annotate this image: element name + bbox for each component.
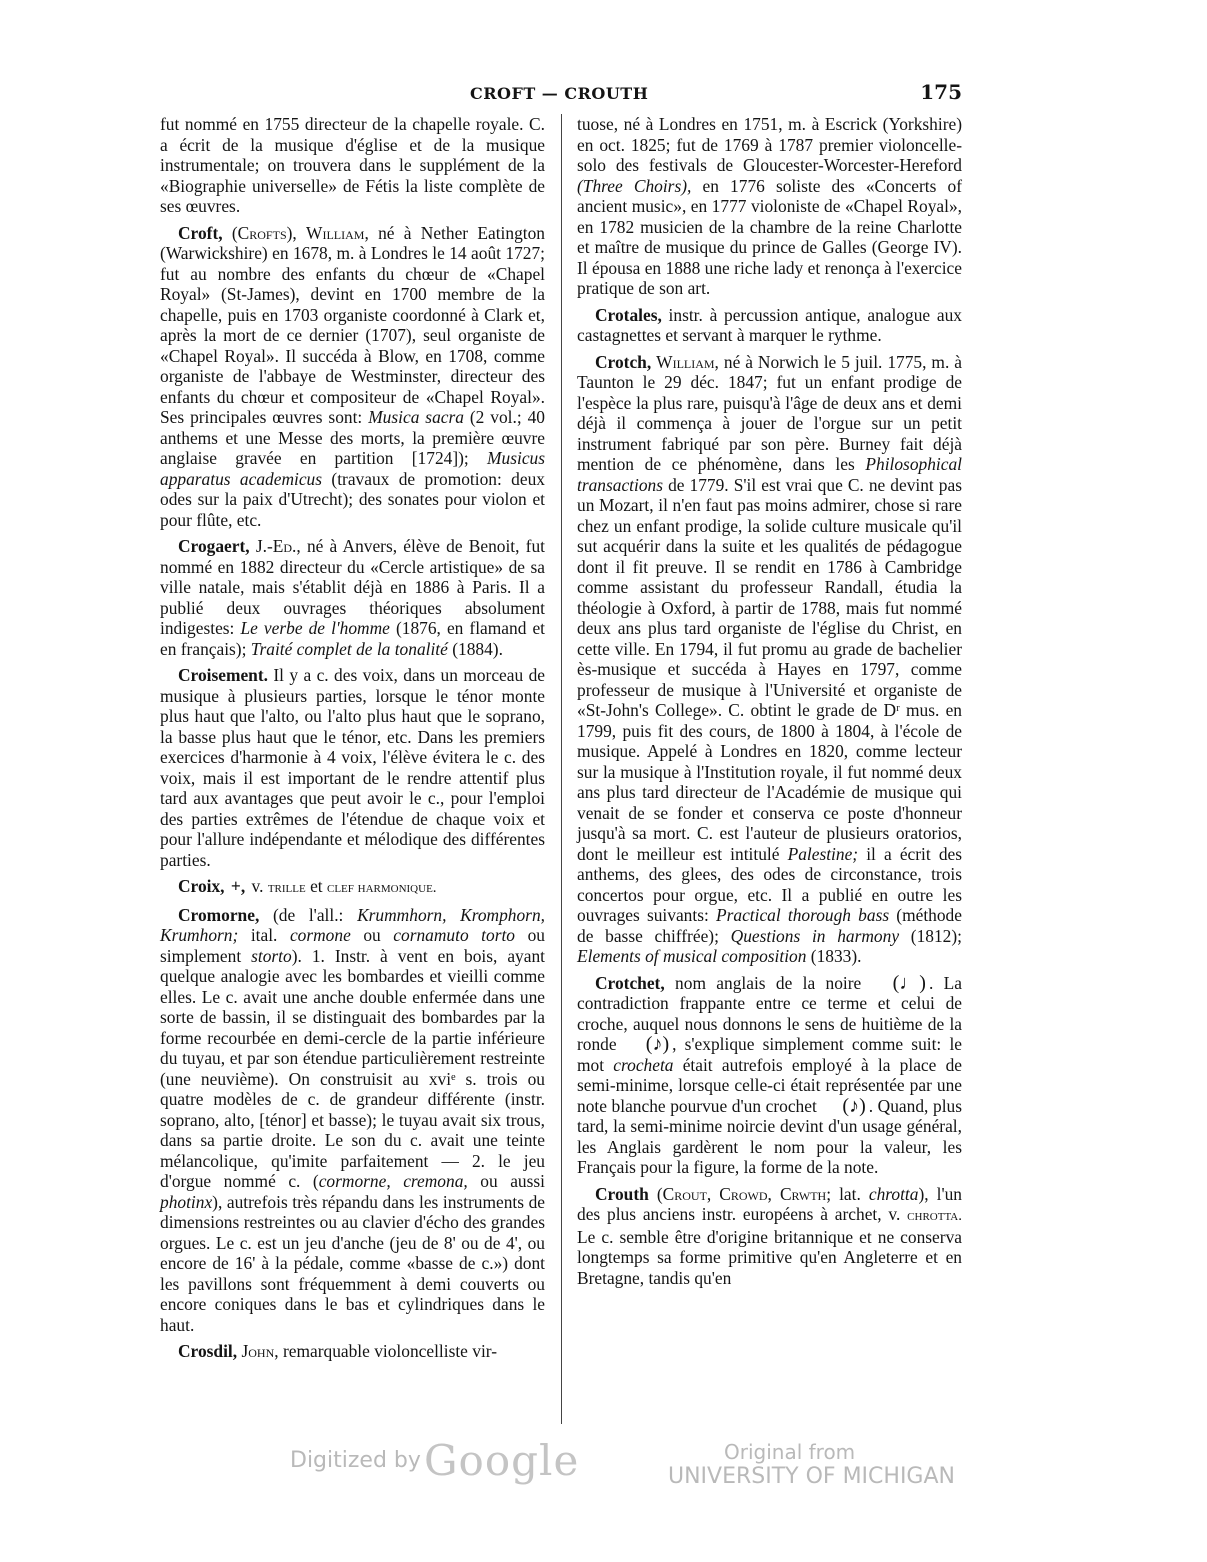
headword: Croft, (178, 222, 223, 243)
column-rule (561, 114, 562, 1424)
entry-cromorne: Cromorne, (de l'all.: Krummhorn, Kromphorn, Krumhorn; ital. cormone ou cornamuto torto ou simplement storto). 1. Instr. à vent en bois, ayant quelque analogie avec les bombardes et vieilli comme elles. Le c. avait une anche double enfermée dans une sorte de bassin, il se distinguait des bombardes par la forme recourbée en demi-cercle de la partie inférieure du tuyau, et par son étendue particulièrement restreinte (une neuvième). On construisit au xviᵉ s. trois ou quatre modèles de c. de grandeur différente (instr. soprano, alto, [ténor] et basse); le tuyau avait six trous, dans sa partie droite. Le son du c. avait une teinte mélancolique, qu'imite parfaitement — 2. le jeu d'orgue nommé c. (cormorne, cremona, ou aussi photinx), autrefois très répandu dans les instruments de dimensions restreintes ou au clavier d'écho des grandes orgues. Le c. est un jeu d'anche (jeu de 8' ou de 4', ou encore de 16' à la pédale, comme «basse de c.») dont les pavillons sont fréquemment à demi couverts ou encore coniques dans le bas et cylindriques dans le haut. (160, 904, 545, 1335)
quarter-note-icon: (♩) (892, 971, 926, 994)
university-label: UNIVERSITY OF MICHIGAN (668, 1464, 955, 1489)
cross-sign: +, (230, 876, 246, 896)
headword: Crotales, (595, 304, 662, 325)
headword: Crogaert, (178, 536, 250, 556)
page-number: 175 (920, 80, 962, 104)
entry-continuation: fut nommé en 1755 directeur de la chapelle royale. C. a écrit de la musique d'église et de la musique instrumentale; on trouvera dans le supplément de la «Biographie universelle» de Fétis la liste complète de ses œuvres. (160, 114, 545, 216)
entry-crouth: Crouth (Crout, Crowd, Crwth; lat. chrotta), l'un des plus anciens instr. européens à archet, v. chrotta. Le c. semble être d'origine britannique et ne conserva longtemps sa forme primitive qu'en Angleterre et en Bretagne, tandis qu'en (577, 1183, 962, 1288)
entry-croisement: Croisement. Il y a c. des voix, dans un morceau de musique à plusieurs parties, lorsque le ténor monte plus haut que l'alto, ou l'alto plus haut que le soprano, la basse plus haut que le ténor, etc. Dans les premiers exercices d'harmonie à 4 voix, l'élève évitera le c. des voix, mais il est important de le rendre attentif plus tard aux avantages que peut avoir le c., pour l'emploi des parties extrêmes de l'étendue de chaque voix et pour l'allure indépendante et mélodique des différentes parties. (160, 665, 545, 870)
hooked-note-icon: (♪) (842, 1094, 866, 1117)
entry-crogaert: Crogaert, J.-Ed., né à Anvers, élève de Benoit, fut nommé en 1882 directeur du «Cercle artistique» de sa ville natale, mais s'établit déjà en 1886 à Paris. Il a publié deux ouvrages théoriques absolument indigestes: Le verbe de l'homme (1876, en flamand et en français); Traité complet de la tonalité (1884). (160, 536, 546, 659)
headword: Cromorne, (178, 904, 260, 925)
running-head: CROFT — CROUTH (470, 84, 649, 103)
right-column (577, 114, 962, 1294)
page-header (160, 80, 962, 108)
headword: Crouth (595, 1183, 649, 1204)
headword: Croisement. (178, 665, 268, 685)
headword: Croix, (178, 876, 225, 896)
headword: Crosdil, (178, 1341, 238, 1361)
digitized-by-label: Digitized by (290, 1448, 421, 1473)
entry-crosdil: Crosdil, John, remarquable violoncelliste vir- (178, 1341, 498, 1361)
google-logo: Google (424, 1436, 580, 1485)
eighth-note-icon: (♪) (645, 1033, 670, 1055)
entry-crosdil-continued: tuose, né à Londres en 1751, m. à Escrick (Yorkshire) en oct. 1825; fut de 1769 à 1787 premier violoncelle-solo des festivals de Gloucester-Worcester-Hereford (Three Choirs), en 1776 soliste des «Concerts of ancient music», en 1777 violoniste de «Chapel Royal», en 1782 musicien de la chambre de la reine Charlotte et maître de musique du prince de Galles (George IV). Il épousa en 1888 une riche lady et renonça à l'exercice pratique de son art. (577, 114, 962, 298)
digitization-footer (0, 1436, 1207, 1500)
entry-croft: Croft, (Crofts), William, né à Nether Eatington (Warwickshire) en 1678, m. à Londres le 14 août 1727; fut au nombre des enfants du chœur de «Chapel Royal» (St-James), devint en 1700 membre de la chapelle, puis en 1703 organiste coordonné à Clark et, après la mort de ce dernier (1707), seul organiste de «Chapel Royal». Il succéda à Blow, en 1708, comme organiste de l'abbaye de Westminster, directeur des enfants du chœur et compositeur de «Chapel Royal». Ses principales œuvres sont: Musica sacra (2 vol.; 40 anthems et une Messe des morts, la première œuvre anglaise gravée en partition [1724]); Musicus apparatus academicus (travaux de promotion: deux odes sur la paix d'Utrecht); des sonates pour violon et pour flûte, etc. (160, 222, 545, 530)
entry-croix: Croix, +, v. trille et clef harmonique. (178, 876, 437, 896)
headword: Crotchet, (595, 972, 665, 993)
original-from-label: Original from (724, 1440, 856, 1464)
entry-crotch: Crotch, William, né à Norwich le 5 juil. 1775, m. à Taunton le 29 déc. 1847; fut un enfant prodige de l'espèce la plus rare, puisqu'à l'âge de deux ans et demi déjà il commença à jouer de l'orgue sur un petit instrument fabriqué par son père. Burney fait déjà mention de ce phénomène, dans les Philosophical transactions de 1779. S'il est vrai que C. ne devint pas un Mozart, il n'en faut pas moins admirer, chose si rare chez un enfant prodige, la solide culture musicale qu'il sut acquérir dans la suite et les qualités de pédagogue dont il fit preuve. Il se rendit en 1786 à Cambridge comme assistant du professeur Randall, étudia la théologie à Oxford, à partir de 1788, mais fut nommé deux ans plus tard organiste de l'église du Christ, en cette ville. En 1794, il fut promu au grade de bachelier ès-musique et succéda à Hayes en 1797, comme professeur de musique à l'Université et organiste de «St-John's College». C. obtint le grade de Dʳ mus. en 1799, puis fit des cours, de 1800 à 1804, à l'école de musique. Appelé à Londres en 1820, comme lecteur sur la musique à l'Institution royale, il fut nommé deux ans plus tard directeur de l'Académie de musique qui venait de se fonder et conserva ce poste d'honneur jusqu'à sa mort. C. est l'auteur de plusieurs oratorios, dont le meilleur est intitulé Palestine; il a écrit des anthems, des glees, des odes de circonstance, trois concertos pour orgue, etc. Il a publié en outre les ouvrages suivants: Practical thorough bass (méthode de basse chiffrée); Questions in harmony (1812); Elements of musical composition (1833). (577, 351, 963, 966)
left-column (160, 114, 545, 1368)
headword: Crotch, (595, 351, 652, 372)
entry-crotchet: Crotchet, nom anglais de la noire (♩) . La contradiction frappante entre ce terme et celui de croche, auquel nous donnons le sens de huitième de la ronde (♪) , s'explique simplement comme suit: le mot crocheta était autrefois employé à la place de semi-minime, lorsque celle-ci était représentée par une note blanche pourvue d'un crochet (♪) . Quand, plus tard, la semi-minime noircie devint d'un usage général, les Anglais gardèrent le nom pour la valeur, les Français pour la figure, la forme de la note. (577, 971, 962, 1177)
entry-crotales: Crotales, instr. à percussion antique, analogue aux castagnettes et servant à marquer le rythme. (577, 304, 962, 345)
